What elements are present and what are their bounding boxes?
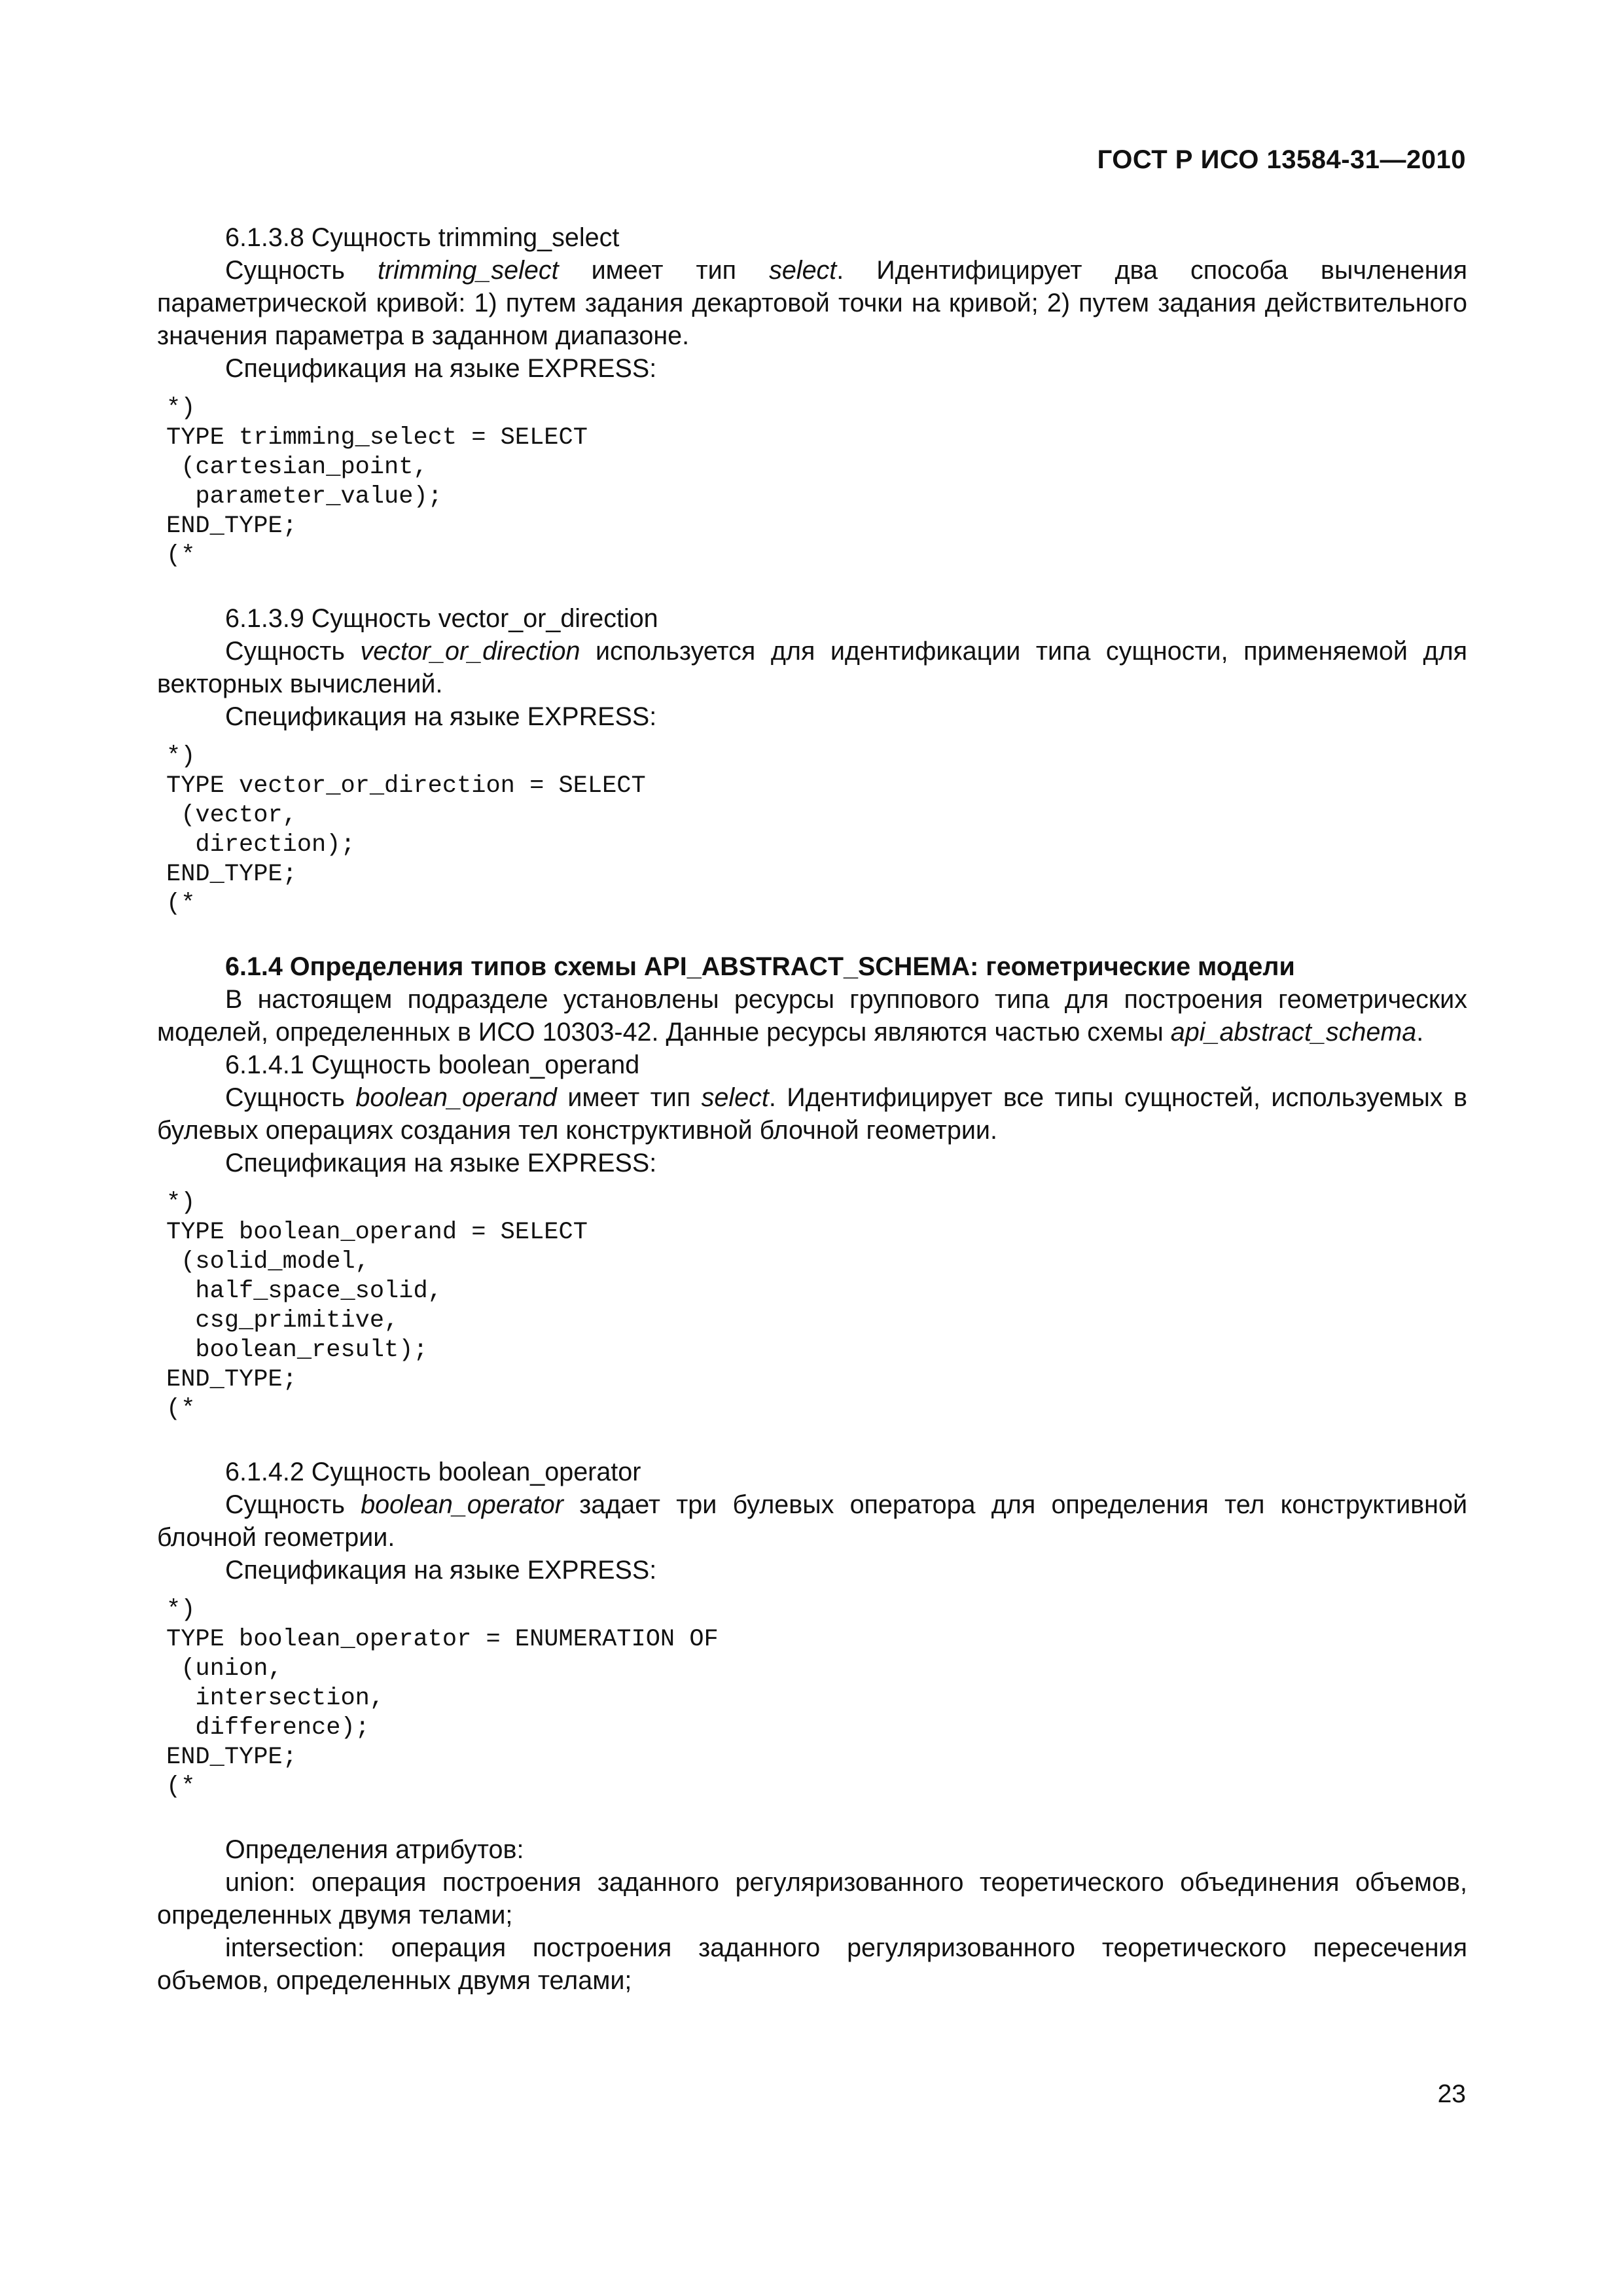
text-run: Сущность [225,1490,361,1519]
paragraph-6-1-4-1 [157,1081,1467,1147]
entity-name-emphasis: trimming_select [377,256,559,285]
attribute-union: union: операция построения заданного регуляризованного теоретического объединения объемов, определенных двумя телами; [157,1868,1467,1929]
text-run: используется для идентификации типа сущности, применяемой для векторных вычислений. [157,637,1468,698]
entity-name-emphasis: boolean_operator [361,1490,563,1519]
paragraph-6-1-3-9 [157,635,1467,700]
type-name-emphasis: select [701,1083,769,1112]
text-run: Сущность [225,1083,356,1112]
express-code-block: *) TYPE trimming_select = SELECT (cartesian_point, parameter_value); END_TYPE; (* [166,395,588,569]
section-title-6-1-4-2: 6.1.4.2 Сущность boolean_operator [225,1458,641,1486]
express-code-block: *) TYPE boolean_operand = SELECT (solid_model, half_space_solid, csg_primitive, boolean_result); END_TYPE; (* [166,1189,588,1423]
text-run: имеет тип [556,1083,702,1112]
spec-label: Спецификация на языке EXPRESS: [225,702,657,731]
subsection-heading-6-1-4: 6.1.4 Определения типов схемы API_ABSTRACT_SCHEMA: геометрические модели [225,952,1295,981]
standard-code-header: ГОСТ Р ИСО 13584-31—2010 [1097,145,1466,174]
attribute-intersection: intersection: операция построения заданного регуляризованного теоретического пересечения объемов, определенных двумя телами; [157,1933,1467,1995]
entity-name-emphasis: boolean_operand [355,1083,557,1112]
document-body [157,221,1467,1997]
text-run: Сущность [225,637,361,666]
spec-label: Спецификация на языке EXPRESS: [225,1149,657,1177]
paragraph-6-1-4 [157,983,1467,1049]
page-number: 23 [1437,2080,1466,2108]
paragraph-6-1-3-8 [157,254,1467,352]
section-title-6-1-3-8: 6.1.3.8 Сущность trimming_select [225,223,620,252]
text-run: . [1416,1018,1424,1047]
schema-name-emphasis: api_abstract_schema [1170,1018,1417,1047]
text-run: задает три булевых оператора для определения тел конструктивной блочной геометрии. [157,1490,1468,1552]
spec-label: Спецификация на языке EXPRESS: [225,354,657,383]
entity-name-emphasis: vector_or_direction [360,637,580,666]
text-run: . Идентифицирует два способа вычленения параметрической кривой: 1) путем задания декартовой точки на кривой; 2) путем задания действительного значения параметра в заданном диапазоне. [157,256,1468,350]
express-code-block: *) TYPE vector_or_direction = SELECT (vector, direction); END_TYPE; (* [166,743,646,918]
section-title-6-1-4-1: 6.1.4.1 Сущность boolean_operand [225,1050,640,1079]
text-run: . Идентифицирует все типы сущностей, используемых в булевых операциях создания тел конструктивной блочной геометрии. [157,1083,1467,1145]
section-title-6-1-3-9: 6.1.3.9 Сущность vector_or_direction [225,604,658,633]
text-run: Сущность [225,256,378,285]
text-run: В настоящем подразделе установлены ресурсы группового типа для построения геометрических моделей, определенных в ИСО 10303-42. Данные ресурсы являются частью схемы [157,985,1467,1047]
text-run: имеет тип [558,256,770,285]
type-name-emphasis: select [769,256,837,285]
paragraph-6-1-4-2 [157,1488,1467,1554]
attribute-definitions-heading: Определения атрибутов: [225,1835,524,1864]
express-code-block: *) TYPE boolean_operator = ENUMERATION OF (union, intersection, difference); END_TYPE; (* [166,1596,719,1801]
spec-label: Спецификация на языке EXPRESS: [225,1556,657,1585]
